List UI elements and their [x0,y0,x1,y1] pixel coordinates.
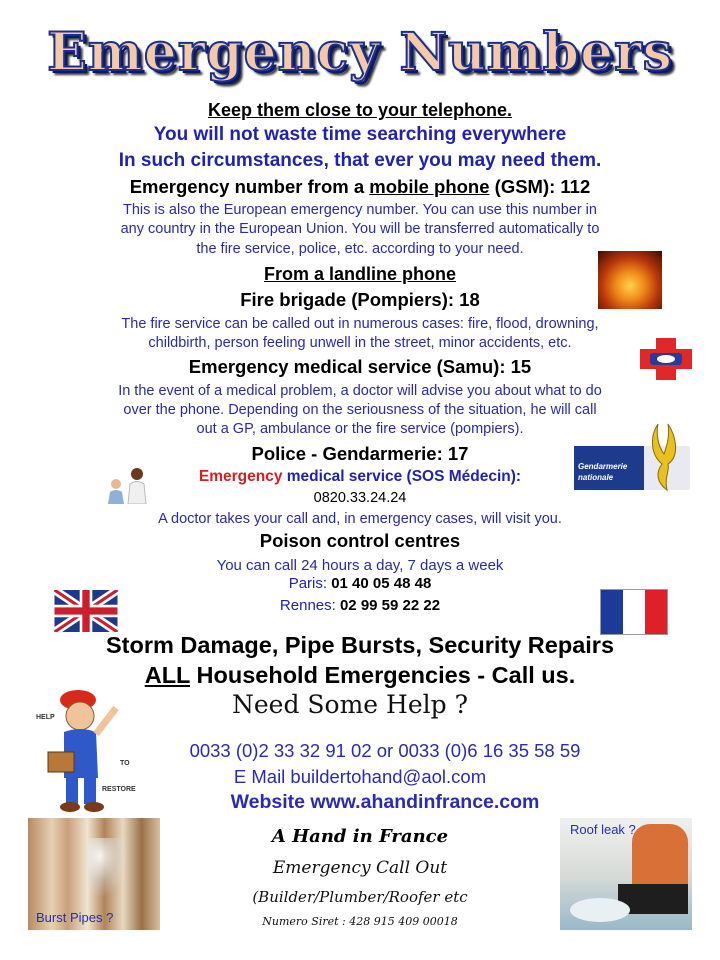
gendarmerie-logo-text-2: nationale [578,473,614,482]
company-name: A Hand in France [271,826,449,847]
advert-line-2: ALL Household Emergencies - Call us. [144,662,576,688]
trades-text: (Builder/Plumber/Roofer etc [252,888,468,906]
samu-label: Emergency medical service (Samu): 15 [188,356,532,377]
sos-medecin-desc: A doctor takes your call and, in emergency cases, will visit you. [158,511,562,527]
intro-line-2: In such circumstances, that ever you may need them. [118,150,602,171]
poison-paris: Paris: 01 40 05 48 48 [288,575,432,592]
samu-desc-1: In the event of a medical problem, a doctor will advise you about what to do [118,383,602,399]
callout-text: Emergency Call Out [272,858,448,878]
sos-medecin-label: Emergency medical service (SOS Médecin): [198,468,522,485]
intro-line-1: You will not waste time searching everywhere [153,124,567,145]
mobile-desc-3: the fire service, police, etc. according to your need. [196,241,524,257]
fire-desc-2: childbirth, person feeling unwell in the street, minor accidents, etc. [148,335,572,351]
poison-rennes: Rennes: 02 99 59 22 22 [279,597,441,614]
poison-heading: Poison control centres [259,530,461,551]
sos-medecin-number: 0820.33.24.24 [313,490,407,506]
samu-desc-2: over the phone. Depending on the seriousness of the situation, he will call [123,402,597,418]
website-link[interactable]: Website www.ahandinfrance.com [230,791,540,813]
samu-desc-3: out a GP, ambulance or the fire service (pompiers). [196,421,524,437]
mobile-desc-1: This is also the European emergency number. You can use this number in [123,202,597,218]
mobile-desc-2: any country in the European Union. You will be transferred automatically to [120,221,600,237]
page-title: Emergency Numbers [47,22,673,83]
poison-hours: You can call 24 hours a day, 7 days a week [216,557,504,574]
mascot-help-label: HELP [36,714,55,721]
subtitle: Keep them close to your telephone. [207,100,513,120]
uk-flag-icon [53,590,119,632]
france-flag-icon [600,589,668,635]
email-text: E Mail buildertohand@aol.com [233,766,487,787]
mascot-restore-label: RESTORE [102,786,136,793]
siret-text: Numero Siret : 428 915 409 00018 [262,915,458,928]
mascot-to-label: TO [120,760,130,767]
burst-pipes-caption: Burst Pipes ? [36,910,114,925]
roof-leak-caption: Roof leak ? [570,822,636,837]
gendarmerie-logo-text-1: Gendarmerie [578,462,628,471]
landline-heading: From a landline phone [263,264,456,284]
fire-desc-1: The fire service can be called out in numerous cases: fire, flood, drowning, [121,316,599,332]
need-help-text: Need Some Help ? [232,690,468,719]
police-label: Police - Gendarmerie: 17 [251,443,469,464]
phone-numbers: 0033 (0)2 33 32 91 02 or 0033 (0)6 16 35 58 59 [189,740,581,761]
fire-brigade-label: Fire brigade (Pompiers): 18 [240,289,480,310]
advert-line-1: Storm Damage, Pipe Bursts, Security Repairs [105,632,615,658]
mobile-number-heading: Emergency number from a mobile phone (GSM): 112 [129,176,591,197]
